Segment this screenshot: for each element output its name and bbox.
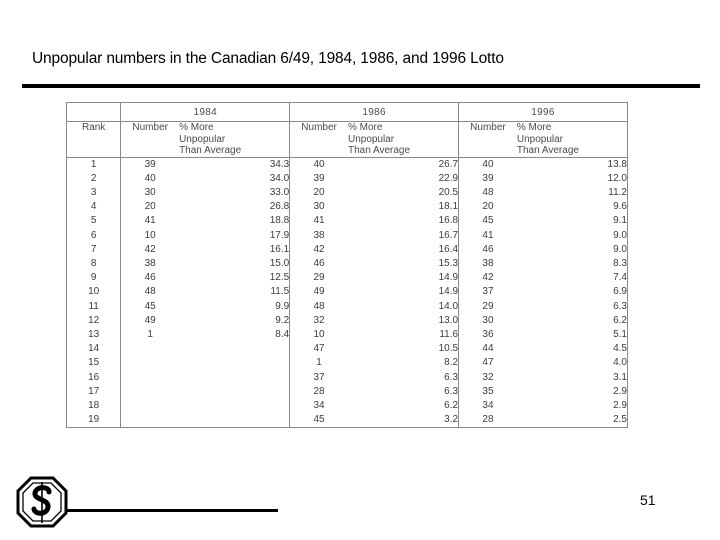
year-header-spacer bbox=[67, 103, 121, 122]
cell-percent-1984 bbox=[179, 385, 290, 399]
cell-percent-1984: 34.3 bbox=[269, 158, 290, 170]
table-row bbox=[67, 399, 628, 413]
cell-number-1986: 49 bbox=[290, 285, 348, 299]
cell-number-1984 bbox=[121, 399, 179, 413]
cell-number-1986: 34 bbox=[290, 399, 348, 413]
cell-rank: 7 bbox=[67, 243, 121, 257]
cell-rank: 4 bbox=[67, 200, 121, 214]
cell-percent-1996: 6.2 bbox=[517, 314, 628, 328]
cell-percent-1986: 10.5 bbox=[438, 343, 459, 355]
octagon-s-logo-icon bbox=[16, 476, 68, 528]
lotto-table-container bbox=[66, 102, 628, 438]
table-row bbox=[67, 385, 628, 399]
cell-number-1986: 20 bbox=[290, 186, 348, 200]
cell-rank: 18 bbox=[67, 399, 121, 413]
cell-percent-1996: 9.0 bbox=[517, 243, 628, 257]
cell-number-1984: 45 bbox=[121, 300, 179, 314]
cell-number-1984: 20 bbox=[121, 200, 179, 214]
cell-number-1986: 32 bbox=[290, 314, 348, 328]
table-row bbox=[67, 300, 628, 314]
year-label-1986: 1986 bbox=[362, 107, 386, 118]
cell-rank: 5 bbox=[67, 214, 121, 228]
cell-number-1996: 35 bbox=[459, 385, 517, 399]
cell-percent-1986: 6.3 bbox=[444, 371, 459, 383]
year-header-1984 bbox=[121, 103, 290, 122]
cell-percent-1986: 3.2 bbox=[348, 413, 459, 428]
page-title: Unpopular numbers in the Canadian 6/49, 1984, 1986, and 1996 Lotto bbox=[32, 50, 504, 67]
cell-percent-1996: 2.9 bbox=[517, 399, 628, 413]
cell-percent-1984: 16.1 bbox=[269, 243, 290, 255]
cell-number-1996: 44 bbox=[459, 342, 517, 356]
column-header-number-1996: Number bbox=[459, 122, 517, 158]
cell-number-1986: 46 bbox=[290, 257, 348, 271]
cell-number-1986: 40 bbox=[290, 157, 348, 172]
table-row bbox=[67, 413, 628, 428]
cell-rank: 10 bbox=[67, 285, 121, 299]
cell-rank: 6 bbox=[67, 229, 121, 243]
cell-number-1996: 38 bbox=[459, 257, 517, 271]
cell-percent-1986: 16.8 bbox=[438, 215, 459, 227]
cell-percent-1996: 9.6 bbox=[517, 200, 628, 214]
cell-percent-1984: 26.8 bbox=[269, 201, 290, 213]
cell-percent-1996: 6.9 bbox=[517, 285, 628, 299]
cell-number-1984: 46 bbox=[121, 271, 179, 285]
table-row bbox=[67, 186, 628, 200]
cell-percent-1986: 6.2 bbox=[444, 399, 459, 411]
column-header-rank: Rank bbox=[67, 122, 121, 158]
year-label-1984: 1984 bbox=[193, 107, 217, 118]
cell-percent-1986: 18.1 bbox=[438, 201, 459, 213]
cell-percent-1986: 16.4 bbox=[438, 243, 459, 255]
pct-header-line-3: Than Average bbox=[179, 145, 242, 156]
cell-rank: 8 bbox=[67, 257, 121, 271]
cell-number-1984: 1 bbox=[121, 328, 179, 342]
year-header-row bbox=[67, 103, 628, 122]
cell-number-1986: 29 bbox=[290, 271, 348, 285]
cell-percent-1986: 16.7 bbox=[438, 229, 459, 241]
cell-percent-1986: 13.0 bbox=[438, 314, 459, 326]
cell-percent-1996: 5.1 bbox=[517, 328, 628, 342]
cell-number-1986: 47 bbox=[290, 342, 348, 356]
cell-number-1986: 37 bbox=[290, 371, 348, 385]
table-row bbox=[67, 271, 628, 285]
cell-rank: 19 bbox=[67, 413, 121, 428]
table-row bbox=[67, 157, 628, 172]
cell-number-1984: 10 bbox=[121, 229, 179, 243]
cell-rank: 15 bbox=[67, 356, 121, 370]
cell-number-1996: 45 bbox=[459, 214, 517, 228]
table-row bbox=[67, 243, 628, 257]
cell-percent-1986: 14.9 bbox=[438, 286, 459, 298]
cell-number-1986: 28 bbox=[290, 385, 348, 399]
cell-percent-1984 bbox=[179, 371, 290, 385]
cell-number-1996: 41 bbox=[459, 229, 517, 243]
pct-header-line-1: % More bbox=[347, 122, 383, 133]
cell-percent-1984: 15.0 bbox=[269, 257, 290, 269]
cell-percent-1986: 14.9 bbox=[438, 272, 459, 284]
year-header-1996 bbox=[459, 103, 628, 122]
cell-percent-1996: 9.1 bbox=[517, 214, 628, 228]
cell-rank: 1 bbox=[67, 157, 121, 172]
cell-number-1986: 30 bbox=[290, 200, 348, 214]
cell-number-1996: 42 bbox=[459, 271, 517, 285]
cell-percent-1996: 13.8 bbox=[517, 157, 628, 172]
cell-percent-1986: 26.7 bbox=[438, 158, 459, 170]
column-header-number-1986: Number bbox=[290, 122, 348, 158]
cell-percent-1984: 9.2 bbox=[275, 314, 290, 326]
column-header-row bbox=[67, 122, 628, 158]
cell-number-1984 bbox=[121, 356, 179, 370]
cell-number-1986: 10 bbox=[290, 328, 348, 342]
table-row bbox=[67, 371, 628, 385]
cell-percent-1986: 22.9 bbox=[438, 172, 459, 184]
table-row bbox=[67, 200, 628, 214]
cell-percent-1996: 12.0 bbox=[517, 172, 628, 186]
cell-percent-1984 bbox=[179, 342, 290, 356]
cell-number-1984 bbox=[121, 342, 179, 356]
cell-number-1986: 38 bbox=[290, 229, 348, 243]
cell-percent-1984: 34.0 bbox=[269, 172, 290, 184]
cell-number-1984: 49 bbox=[121, 314, 179, 328]
cell-rank: 16 bbox=[67, 371, 121, 385]
column-header-percent-1984 bbox=[179, 122, 290, 158]
cell-number-1984: 38 bbox=[121, 257, 179, 271]
cell-percent-1984: 12.5 bbox=[269, 272, 290, 284]
cell-number-1986: 1 bbox=[290, 356, 348, 370]
table-row bbox=[67, 229, 628, 243]
cell-number-1986: 41 bbox=[290, 214, 348, 228]
table-row bbox=[67, 314, 628, 328]
table-body bbox=[67, 157, 628, 428]
pct-header-line-1: % More bbox=[179, 122, 214, 133]
cell-number-1984: 39 bbox=[121, 157, 179, 172]
cell-percent-1984: 17.9 bbox=[269, 229, 290, 241]
cell-number-1996: 37 bbox=[459, 285, 517, 299]
cell-number-1984: 41 bbox=[121, 214, 179, 228]
cell-number-1996: 48 bbox=[459, 186, 517, 200]
table-row bbox=[67, 328, 628, 342]
footer-divider-rule bbox=[66, 509, 278, 512]
column-header-number-1984: Number bbox=[121, 122, 179, 158]
cell-number-1996: 46 bbox=[459, 243, 517, 257]
unpopular-numbers-table bbox=[66, 102, 628, 428]
pct-header-line-1: % More bbox=[516, 122, 552, 133]
cell-rank: 14 bbox=[67, 342, 121, 356]
cell-number-1996: 30 bbox=[459, 314, 517, 328]
table-row bbox=[67, 285, 628, 299]
cell-percent-1986: 15.3 bbox=[438, 257, 459, 269]
cell-number-1986: 45 bbox=[290, 413, 348, 428]
table-row bbox=[67, 342, 628, 356]
cell-percent-1984 bbox=[179, 356, 290, 370]
cell-percent-1984 bbox=[179, 413, 290, 428]
year-label-1996: 1996 bbox=[531, 107, 555, 118]
pct-header-line-2: Unpopular bbox=[179, 133, 226, 145]
cell-percent-1996: 7.4 bbox=[517, 271, 628, 285]
cell-number-1996: 40 bbox=[459, 157, 517, 172]
cell-rank: 3 bbox=[67, 186, 121, 200]
cell-percent-1986: 8.2 bbox=[444, 357, 459, 369]
cell-percent-1984: 9.9 bbox=[275, 300, 290, 312]
page-number: 51 bbox=[640, 492, 656, 508]
cell-percent-1996: 4.0 bbox=[517, 356, 628, 370]
cell-number-1996: 28 bbox=[459, 413, 517, 428]
cell-rank: 13 bbox=[67, 328, 121, 342]
cell-number-1996: 34 bbox=[459, 399, 517, 413]
cell-percent-1996: 4.5 bbox=[517, 342, 628, 356]
cell-number-1996: 47 bbox=[459, 356, 517, 370]
pct-header-line-3: Than Average bbox=[347, 145, 411, 156]
pct-header-line-2: Unpopular bbox=[347, 133, 395, 145]
table-row bbox=[67, 356, 628, 370]
pct-header-line-2: Unpopular bbox=[516, 133, 564, 145]
cell-percent-1986: 6.3 bbox=[444, 385, 459, 397]
cell-number-1986: 48 bbox=[290, 300, 348, 314]
cell-percent-1984: 11.5 bbox=[270, 286, 290, 298]
cell-rank: 11 bbox=[67, 300, 121, 314]
cell-percent-1984: 18.8 bbox=[269, 215, 290, 227]
cell-number-1996: 29 bbox=[459, 300, 517, 314]
pct-header-line-3: Than Average bbox=[516, 145, 579, 156]
cell-number-1986: 39 bbox=[290, 172, 348, 186]
cell-number-1984 bbox=[121, 413, 179, 428]
year-header-1986 bbox=[290, 103, 459, 122]
cell-rank: 9 bbox=[67, 271, 121, 285]
cell-rank: 2 bbox=[67, 172, 121, 186]
cell-percent-1986: 11.6 bbox=[439, 328, 459, 340]
cell-percent-1984: 8.4 bbox=[275, 328, 290, 340]
cell-percent-1996: 9.0 bbox=[517, 229, 628, 243]
table-row bbox=[67, 172, 628, 186]
table-row bbox=[67, 214, 628, 228]
cell-rank: 12 bbox=[67, 314, 121, 328]
cell-percent-1996: 8.3 bbox=[517, 257, 628, 271]
cell-percent-1996: 6.3 bbox=[517, 300, 628, 314]
cell-number-1996: 20 bbox=[459, 200, 517, 214]
cell-percent-1996: 11.2 bbox=[517, 186, 628, 200]
cell-percent-1984 bbox=[179, 399, 290, 413]
table-header bbox=[67, 103, 628, 158]
cell-percent-1996: 2.5 bbox=[517, 413, 628, 428]
cell-number-1996: 32 bbox=[459, 371, 517, 385]
table-row bbox=[67, 257, 628, 271]
cell-percent-1986: 14.0 bbox=[438, 300, 459, 312]
cell-number-1984: 40 bbox=[121, 172, 179, 186]
cell-rank: 17 bbox=[67, 385, 121, 399]
cell-number-1996: 36 bbox=[459, 328, 517, 342]
column-header-percent-1986 bbox=[348, 122, 459, 158]
cell-percent-1996: 2.9 bbox=[517, 385, 628, 399]
cell-percent-1986: 20.5 bbox=[438, 186, 459, 198]
title-divider-rule bbox=[22, 84, 700, 88]
column-header-percent-1996 bbox=[517, 122, 628, 158]
cell-percent-1984: 33.0 bbox=[269, 186, 290, 198]
cell-number-1984: 48 bbox=[121, 285, 179, 299]
cell-number-1986: 42 bbox=[290, 243, 348, 257]
cell-number-1984 bbox=[121, 371, 179, 385]
cell-number-1984: 42 bbox=[121, 243, 179, 257]
cell-percent-1996: 3.1 bbox=[517, 371, 628, 385]
cell-number-1984: 30 bbox=[121, 186, 179, 200]
cell-number-1984 bbox=[121, 385, 179, 399]
cell-number-1996: 39 bbox=[459, 172, 517, 186]
